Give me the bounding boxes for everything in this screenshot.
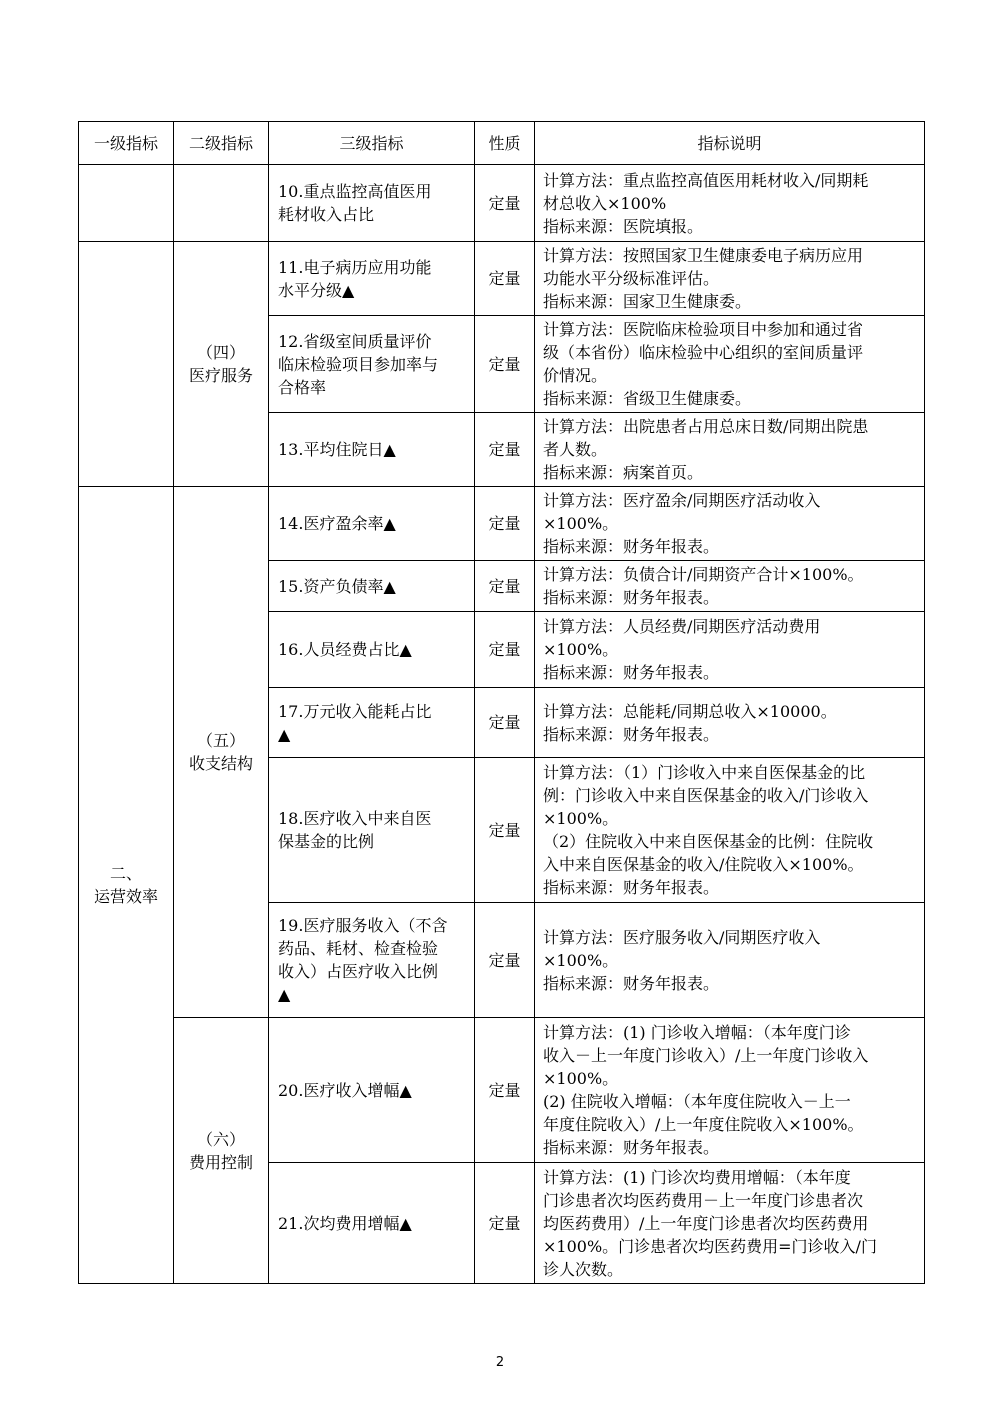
- nature-cell: 定量: [475, 612, 535, 688]
- indicator-table: [78, 121, 925, 1284]
- table-row: [79, 165, 925, 242]
- level3-cell: 20.医疗收入增幅▲: [269, 1018, 475, 1163]
- level3-cell: 13.平均住院日▲: [269, 413, 475, 487]
- level3-cell: 21.次均费用增幅▲: [269, 1163, 475, 1284]
- description-cell: 计算方法：总能耗/同期总收入×10000。 指标来源：财务年报表。: [535, 688, 925, 758]
- nature-cell: 定量: [475, 165, 535, 242]
- description-cell: 计算方法：人员经费/同期医疗活动费用 ×100%。 指标来源：财务年报表。: [535, 612, 925, 688]
- level3-cell: 18.医疗收入中来自医 保基金的比例: [269, 758, 475, 903]
- header-nature: 性质: [475, 122, 535, 165]
- level3-cell: 14.医疗盈余率▲: [269, 487, 475, 561]
- nature-cell: 定量: [475, 413, 535, 487]
- description-cell: 计算方法：医疗服务收入/同期医疗收入 ×100%。 指标来源：财务年报表。: [535, 903, 925, 1018]
- nature-cell: 定量: [475, 487, 535, 561]
- level3-cell: 17.万元收入能耗占比 ▲: [269, 688, 475, 758]
- header-level1: 一级指标: [79, 122, 174, 165]
- description-cell: 计算方法：（1）门诊收入中来自医保基金的比 例：门诊收入中来自医保基金的收入/门诊收入 ×100%。 （2）住院收入中来自医保基金的比例：住院收 入中来自医保基金的收入/住院收入×100%。 指标来源：财务年报表。: [535, 758, 925, 903]
- level2-group-cost-control: （六） 费用控制: [174, 1018, 269, 1284]
- nature-cell: 定量: [475, 903, 535, 1018]
- description-cell: 计算方法：医疗盈余/同期医疗活动收入 ×100%。 指标来源：财务年报表。: [535, 487, 925, 561]
- nature-cell: 定量: [475, 561, 535, 612]
- table-row: [79, 487, 925, 561]
- description-cell: 计算方法：出院患者占用总床日数/同期出院患 者人数。 指标来源：病案首页。: [535, 413, 925, 487]
- header-level3: 三级指标: [269, 122, 475, 165]
- page-number: 2: [495, 1355, 505, 1370]
- description-cell: 计算方法：(1) 门诊次均费用增幅：（本年度 门诊患者次均医药费用－上一年度门诊患者次 均医药费用）/上一年度门诊患者次均医药费用 ×100%。门诊患者次均医药费用=门诊收入/门 诊人次数。: [535, 1163, 925, 1284]
- level3-cell: 19.医疗服务收入（不含 药品、耗材、检查检验 收入）占医疗收入比例 ▲: [269, 903, 475, 1018]
- description-cell: 计算方法：负债合计/同期资产合计×100%。 指标来源：财务年报表。: [535, 561, 925, 612]
- nature-cell: 定量: [475, 1163, 535, 1284]
- level1-group-operational-efficiency: 二、 运营效率: [79, 487, 174, 1284]
- nature-cell: 定量: [475, 316, 535, 413]
- level3-cell: 10.重点监控高值医用 耗材收入占比: [269, 165, 475, 242]
- description-cell: 计算方法：医院临床检验项目中参加和通过省 级（本省份）临床检验中心组织的室间质量评 价情况。 指标来源：省级卫生健康委。: [535, 316, 925, 413]
- nature-cell: 定量: [475, 758, 535, 903]
- description-cell: 计算方法：按照国家卫生健康委电子病历应用 功能水平分级标准评估。 指标来源：国家卫生健康委。: [535, 242, 925, 316]
- level3-cell: 15.资产负债率▲: [269, 561, 475, 612]
- description-cell: 计算方法：重点监控高值医用耗材收入/同期耗 材总收入×100% 指标来源：医院填报。: [535, 165, 925, 242]
- header-level2: 二级指标: [174, 122, 269, 165]
- nature-cell: 定量: [475, 688, 535, 758]
- level3-cell: 11.电子病历应用功能 水平分级▲: [269, 242, 475, 316]
- nature-cell: 定量: [475, 1018, 535, 1163]
- level2-group-medical-service: （四） 医疗服务: [174, 242, 269, 487]
- header-description: 指标说明: [535, 122, 925, 165]
- level2-group-revenue-structure: （五） 收支结构: [174, 487, 269, 1018]
- level2-cell-empty: [174, 165, 269, 242]
- level1-cell-empty: [79, 242, 174, 487]
- table-header-row: [79, 122, 925, 165]
- table-row: [79, 242, 925, 316]
- nature-cell: 定量: [475, 242, 535, 316]
- level3-cell: 12.省级室间质量评价 临床检验项目参加率与 合格率: [269, 316, 475, 413]
- description-cell: 计算方法：(1) 门诊收入增幅：（本年度门诊 收入－上一年度门诊收入）/上一年度门诊收入 ×100%。 (2) 住院收入增幅：（本年度住院收入－上一 年度住院收入）/上一年度住院收入×100%。 指标来源：财务年报表。: [535, 1018, 925, 1163]
- table-row: [79, 1018, 925, 1163]
- level1-cell-empty: [79, 165, 174, 242]
- level3-cell: 16.人员经费占比▲: [269, 612, 475, 688]
